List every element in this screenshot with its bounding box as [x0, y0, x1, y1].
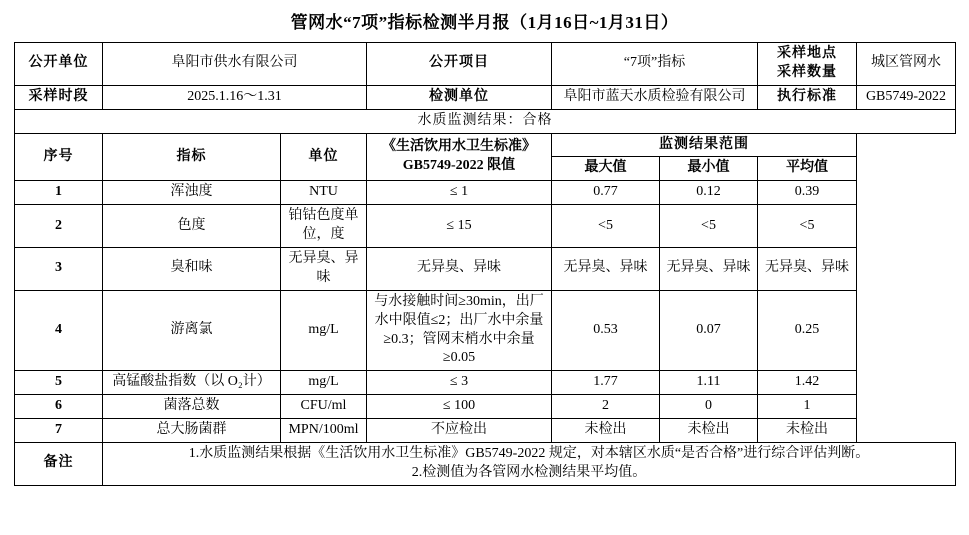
cell-avg: 0.39 [758, 181, 857, 205]
remark-line-1: 1.水质监测结果根据《生活饮用水卫生标准》GB5749-2022 规定，对本辖区水质“是否合格”进行综合评估判断。 [188, 446, 870, 462]
cell-min: 0.12 [660, 181, 758, 205]
cell-max: <5 [552, 205, 660, 248]
cell-avg: 0.25 [758, 290, 857, 371]
label-sampling-place: 采样地点 [777, 46, 837, 61]
cell-indicator: 菌落总数 [103, 395, 281, 419]
remark-label: 备注 [15, 443, 103, 486]
cell-limit: 不应检出 [367, 419, 552, 443]
remark-row [15, 443, 956, 486]
cell-limit: 与水接触时间≥30min，出厂水中限值≤2；出厂水中余量≥0.3；管网末梢水中余量≥0.05 [367, 290, 552, 371]
header-indicator: 指标 [103, 133, 281, 181]
cell-index: 4 [15, 290, 103, 371]
cell-limit: ≤ 100 [367, 395, 552, 419]
label-public-item: 公开项目 [367, 43, 552, 86]
cell-indicator: 高锰酸盐指数（以 O₂计） [103, 371, 281, 395]
value-public-unit: 阜阳市供水有限公司 [103, 43, 367, 86]
label-sampling-count: 采样数量 [777, 64, 837, 80]
cell-limit: 无异臭、异味 [367, 248, 552, 291]
cell-indicator: 臭和味 [103, 248, 281, 291]
table-row [15, 205, 956, 248]
header-standard-line2: GB5749-2022 限值 [402, 157, 516, 173]
cell-min: 0.07 [660, 290, 758, 371]
cell-indicator: 浑浊度 [103, 181, 281, 205]
table-header-row-1 [15, 133, 956, 157]
info-row-2 [15, 85, 956, 109]
cell-avg: <5 [758, 205, 857, 248]
result-row [15, 109, 956, 133]
header-unit: 单位 [281, 133, 367, 181]
cell-max: 0.53 [552, 290, 660, 371]
label-standard: 执行标准 [758, 85, 857, 109]
header-min: 最小值 [660, 157, 758, 181]
table-row [15, 290, 956, 371]
cell-min: 0 [660, 395, 758, 419]
cell-min: 1.11 [660, 371, 758, 395]
cell-unit: 铂钴色度单位，度 [281, 205, 367, 248]
cell-unit: mg/L [281, 371, 367, 395]
cell-min: 未检出 [660, 419, 758, 443]
cell-max: 无异臭、异味 [552, 248, 660, 291]
cell-unit: CFU/ml [281, 395, 367, 419]
cell-avg: 无异臭、异味 [758, 248, 857, 291]
header-max: 最大值 [552, 157, 660, 181]
cell-avg: 1.42 [758, 371, 857, 395]
cell-index: 3 [15, 248, 103, 291]
header-standard-line1: 《生活饮用水卫生标准》 [382, 139, 536, 155]
label-testing-unit: 检测单位 [367, 85, 552, 109]
cell-avg: 未检出 [758, 419, 857, 443]
cell-min: <5 [660, 205, 758, 248]
value-sampling-place: 城区管网水 [857, 43, 956, 86]
cell-avg: 1 [758, 395, 857, 419]
table-row [15, 248, 956, 291]
page-title: 管网水“7项”指标检测半月报（1月16日~1月31日） [290, 13, 679, 32]
table-row [15, 419, 956, 443]
header-index: 序号 [15, 133, 103, 181]
cell-indicator: 游离氯 [103, 290, 281, 371]
cell-index: 5 [15, 371, 103, 395]
remark-line-2: 2.检测值为各管网水检测结果平均值。 [411, 464, 647, 480]
cell-indicator: 总大肠菌群 [103, 419, 281, 443]
cell-index: 7 [15, 419, 103, 443]
water-quality-result: 水质监测结果：合格 [15, 109, 956, 133]
cell-max: 0.77 [552, 181, 660, 205]
value-standard: GB5749-2022 [857, 85, 956, 109]
cell-limit: ≤ 1 [367, 181, 552, 205]
label-sampling-place-count [758, 43, 857, 86]
cell-index: 1 [15, 181, 103, 205]
header-standard-limit [367, 133, 552, 181]
cell-max: 2 [552, 395, 660, 419]
cell-indicator: 色度 [103, 205, 281, 248]
value-testing-unit: 阜阳市蓝天水质检验有限公司 [552, 85, 758, 109]
cell-max: 1.77 [552, 371, 660, 395]
table-row [15, 395, 956, 419]
cell-unit: 无异臭、异味 [281, 248, 367, 291]
table-row [15, 371, 956, 395]
cell-limit: ≤ 3 [367, 371, 552, 395]
cell-index: 2 [15, 205, 103, 248]
label-public-unit: 公开单位 [15, 43, 103, 86]
cell-limit: ≤ 15 [367, 205, 552, 248]
cell-index: 6 [15, 395, 103, 419]
header-avg: 平均值 [758, 157, 857, 181]
table-row [15, 181, 956, 205]
info-row-1 [15, 43, 956, 86]
cell-unit: MPN/100ml [281, 419, 367, 443]
report-table [14, 42, 956, 486]
cell-unit: mg/L [281, 290, 367, 371]
cell-min: 无异臭、异味 [660, 248, 758, 291]
value-public-item: “7项”指标 [552, 43, 758, 86]
value-sampling-period: 2025.1.16～1.31 [103, 85, 367, 109]
remark-body [103, 443, 956, 486]
cell-max: 未检出 [552, 419, 660, 443]
label-sampling-period: 采样时段 [15, 85, 103, 109]
header-range-group: 监测结果范围 [552, 133, 857, 157]
cell-unit: NTU [281, 181, 367, 205]
